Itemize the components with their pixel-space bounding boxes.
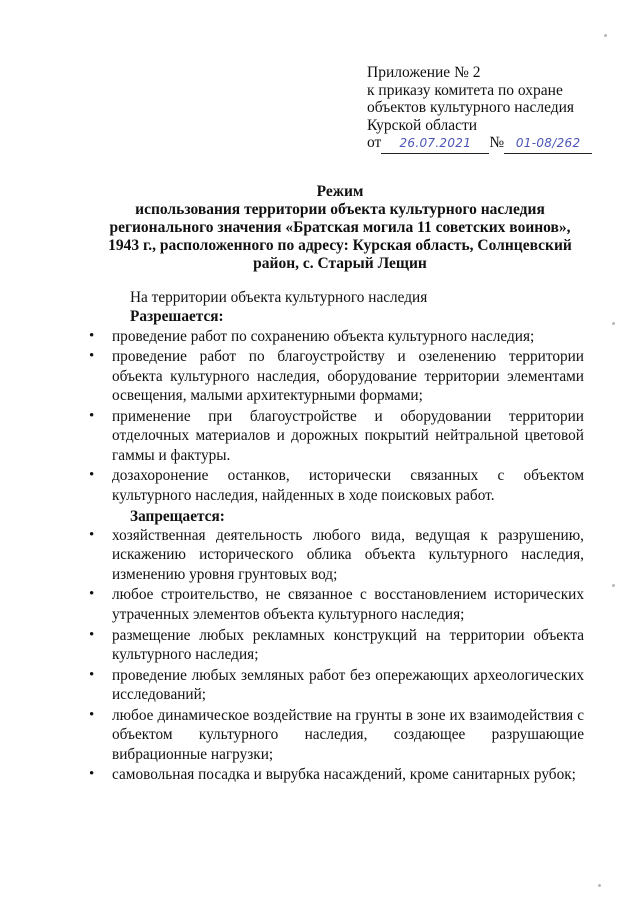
document-body bbox=[84, 288, 584, 786]
list-item: • проведение любых земляных работ без опережающих археологических исследований; bbox=[84, 666, 584, 705]
title-line-3: 1943 г., расположенного по адресу: Курская область, Солнцевский bbox=[108, 237, 572, 254]
allowed-list bbox=[84, 327, 584, 505]
scan-speck bbox=[612, 584, 615, 587]
list-item: • самовольная посадка и вырубка насаждений, кроме санитарных рубок; bbox=[84, 765, 584, 784]
list-item: • дозахоронение останков, исторически связанных с объектом культурного наследия, найденных в ходе поисковых работ. bbox=[84, 466, 584, 505]
handwritten-number: 01-08/262 bbox=[504, 135, 592, 154]
forbidden-list bbox=[84, 526, 584, 785]
scan-speck bbox=[604, 34, 607, 37]
document-title bbox=[60, 183, 620, 273]
list-item: • размещение любых рекламных конструкций на территории объекта культурного наследия; bbox=[84, 626, 584, 665]
appendix-region-line: Курской области bbox=[367, 116, 478, 134]
title-heading: Режим bbox=[316, 183, 364, 200]
list-item: • хозяйственная деятельность любого вида, ведущая к разрушению, искажению исторического облика объекта культурного наследия, изменению уровня грунтовых вод; bbox=[84, 526, 584, 584]
order-date-number-line bbox=[367, 134, 592, 154]
appendix-committee-line: объектов культурного наследия bbox=[367, 99, 575, 116]
scan-speck bbox=[612, 322, 615, 325]
scan-speck bbox=[598, 884, 601, 887]
forbidden-heading: Запрещается: bbox=[130, 507, 225, 525]
title-line-1: использования территории объекта культурного наследия bbox=[135, 201, 545, 218]
list-item: • любое строительство, не связанное с восстановлением исторических утраченных элементов объекта культурного наследия; bbox=[84, 585, 584, 624]
appendix-number: Приложение № 2 bbox=[367, 64, 481, 81]
title-line-4: район, с. Старый Лещин bbox=[253, 255, 427, 272]
appendix-block bbox=[367, 64, 592, 154]
from-label: от bbox=[367, 134, 382, 151]
allowed-heading: Разрешается: bbox=[130, 308, 224, 326]
appendix-order-line: к приказу комитета по охране bbox=[367, 81, 563, 99]
list-item: • проведение работ по благоустройству и озеленению территории объекта культурного наследия, оборудование территории элементами освещения, малыми архитектурными формами; bbox=[84, 347, 584, 405]
list-item: • проведение работ по сохранению объекта культурного наследия; bbox=[84, 327, 584, 346]
title-line-2: регионального значения «Братская могила 11 советских воинов», bbox=[109, 219, 571, 236]
handwritten-date: 26.07.2021 bbox=[381, 135, 489, 154]
list-item: • любое динамическое воздействие на грунты в зоне их взаимодействия с объектом культурного наследия, создающее разрушающие вибрационные нагрузки; bbox=[84, 706, 584, 764]
list-item: • применение при благоустройстве и оборудовании территории отделочных материалов и дорожных покрытий нейтральной цветовой гаммы и фактуры. bbox=[84, 407, 584, 465]
number-label: № bbox=[489, 134, 505, 151]
intro-text: На территории объекта культурного наследия bbox=[130, 289, 428, 306]
